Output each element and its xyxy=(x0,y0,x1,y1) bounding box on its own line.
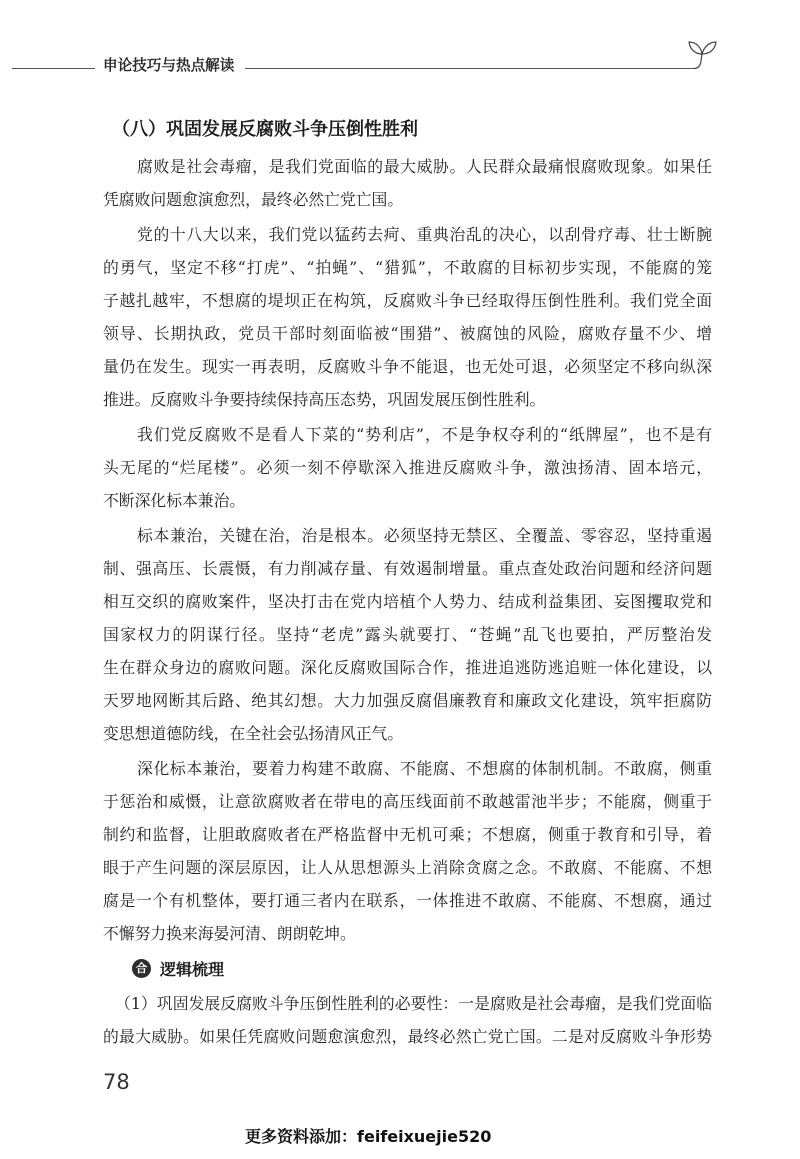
text-column xyxy=(103,112,712,1053)
logic-heading xyxy=(103,952,712,985)
text-line: 深化标本兼治，要着力构建不敢腐、不能腐、不想腐的体制机制。不敢腐，侧重 xyxy=(137,759,712,778)
text-line: 的最大威胁。如果任凭腐败问题愈演愈烈，最终必然亡党亡国。二是对反腐败斗争形势 xyxy=(103,1027,712,1046)
text-line: 不断深化标本兼治。 xyxy=(103,491,246,510)
body-paragraph xyxy=(103,218,712,416)
text-line: 制约和监督，让胆敢腐败者在严格监督中无机可乘；不想腐，侧重于教育和引导，着 xyxy=(103,825,712,844)
page-number: 78 xyxy=(103,1070,130,1094)
text-line: 推进。反腐败斗争要持续保持高压态势，巩固发展压倒性胜利。 xyxy=(103,390,546,409)
text-line: 相互交织的腐败案件，坚决打击在党内培植个人势力、结成利益集团、妄图攫取党和 xyxy=(103,592,712,611)
text-line: 凭腐败问题愈演愈烈，最终必然亡党亡国。 xyxy=(103,190,404,209)
text-line: 标本兼治，关键在治，治是根本。必须坚持无禁区、全覆盖、零容忍，坚持重遏 xyxy=(137,526,712,545)
footer-note: 更多资料添加：feifeixuejie520 xyxy=(245,1127,492,1146)
logic-section-icon: 合 xyxy=(132,959,151,978)
sprout-leaf-left xyxy=(689,42,702,54)
text-line: 我们党反腐败不是看人下菜的“势利店”，不是争权夺利的“纸牌屋”，也不是有 xyxy=(137,425,712,444)
text-line: 领导、长期执政，党员干部时刻面临被“围猎”、被腐蚀的风险，腐败存量不少、增 xyxy=(103,324,712,343)
logic-paragraph xyxy=(103,987,712,1053)
section-heading: （八）巩固发展反腐败斗争压倒性胜利 xyxy=(112,119,418,140)
body-paragraph xyxy=(103,150,712,216)
text-line: （1）巩固发展反腐败斗争压倒性胜利的必要性：一是腐败是社会毒瘤，是我们党面临 xyxy=(115,994,712,1013)
text-line: 制、强高压、长震慑，有力削减存量、有效遏制增量。重点查处政治问题和经济问题 xyxy=(103,559,712,578)
sprout-leaf-right xyxy=(702,42,716,54)
text-line: 头无尾的“烂尾楼”。必须一刻不停歇深入推进反腐败斗争，激浊扬清、固本培元， xyxy=(103,458,712,477)
body-paragraph xyxy=(103,752,712,950)
text-line: 子越扎越牢，不想腐的堤坝正在构筑，反腐败斗争已经取得压倒性胜利。我们党全面 xyxy=(103,291,712,310)
text-line: 党的十八大以来，我们党以猛药去疴、重典治乱的决心，以刮骨疗毒、壮士断腕 xyxy=(137,225,712,244)
text-line: 国家权力的阴谋行径。坚持“老虎”露头就要打、“苍蝇”乱飞也要拍，严厉整治发 xyxy=(103,625,712,644)
text-line: 腐败是社会毒瘤，是我们党面临的最大威胁。人民群众最痛恨腐败现象。如果任 xyxy=(137,157,712,176)
body-paragraph xyxy=(103,519,712,750)
text-line: 不懈努力换来海晏河清、朗朗乾坤。 xyxy=(103,924,356,943)
text-line: 的勇气，坚定不移“打虎”、“拍蝇”、“猎狐”，不敢腐的目标初步实现，不能腐的笼 xyxy=(103,258,712,277)
text-line: 天罗地网断其后路、绝其幻想。大力加强反腐倡廉教育和廉政文化建设，筑牢拒腐防 xyxy=(103,691,712,710)
sprout-icon xyxy=(689,42,716,69)
text-line: 量仍在发生。现实一再表明，反腐败斗争不能退，也无处可退，必须坚定不移向纵深 xyxy=(103,357,712,376)
sprout-stem xyxy=(694,54,702,69)
text-line: 眼于产生问题的深层原因，让人从思想源头上消除贪腐之念。不敢腐、不能腐、不想 xyxy=(103,858,712,877)
running-header-title: 申论技巧与热点解读 xyxy=(103,57,235,74)
body-paragraph xyxy=(103,418,712,517)
logic-title: 逻辑梳理 xyxy=(160,960,225,979)
text-line: 于惩治和威慑，让意欲腐败者在带电的高压线面前不敢越雷池半步；不能腐，侧重于 xyxy=(103,792,712,811)
text-line: 生在群众身边的腐败问题。深化反腐败国际合作，推进追逃防逃追赃一体化建设，以 xyxy=(103,658,712,677)
text-line: 腐是一个有机整体，要打通三者内在联系，一体推进不敢腐、不能腐、不想腐，通过 xyxy=(103,891,712,910)
text-line: 变思想道德防线，在全社会弘扬清风正气。 xyxy=(103,724,404,743)
